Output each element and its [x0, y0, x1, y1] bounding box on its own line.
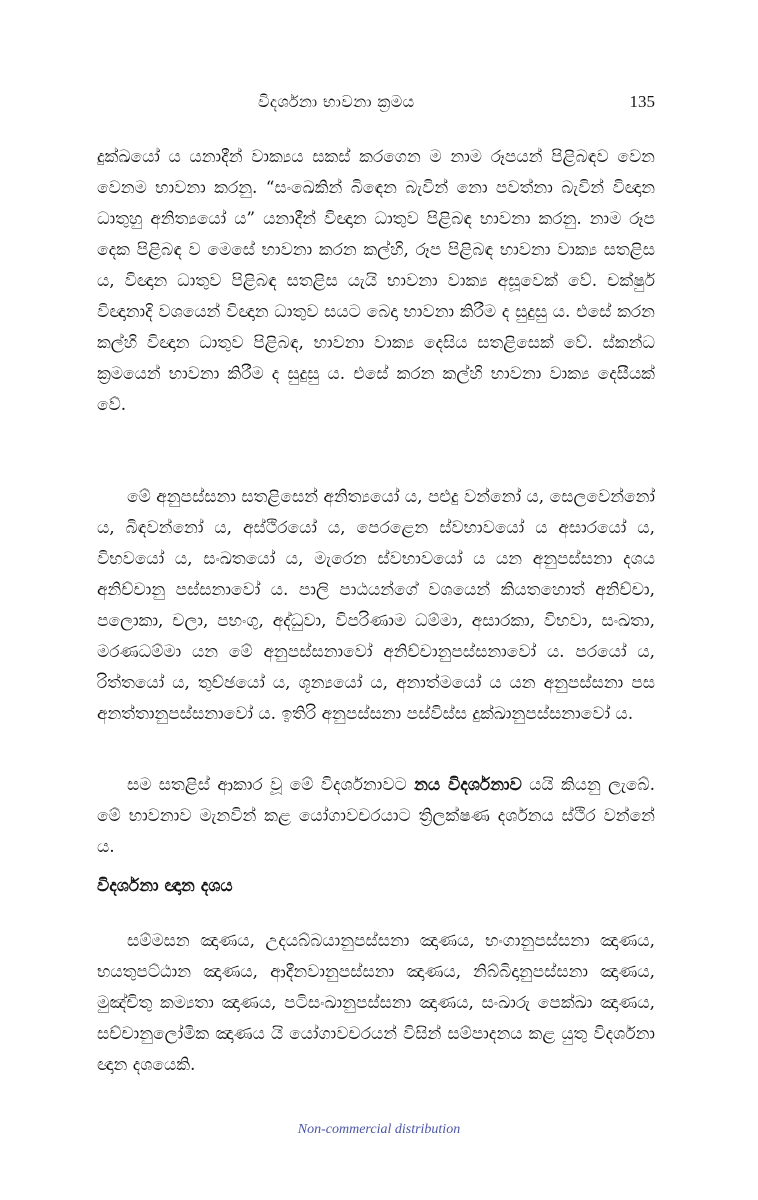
- paragraph-2: මේ අනුපස්සනා සතළිසෙන් අනිත්‍යයෝ ය, පළුදු වන්නෝ ය, සෙලවෙන්නෝ ය, බිඳවන්නෝ ය, අස්ථිරයෝ ය, පෙරළෙන ස්වභාවයෝ ය අසාරයෝ ය, විභවයෝ ය, සංඛතයෝ ය, මැරෙන ස්වභාවයෝ ය යන අනුපස්සනා දශය අනිච්චානු පස්සනාවෝ ය. පාලි පාඨයන්ගේ වශයෙන් කියතහොත් අනිච්චා, පලොකා, චලා, පභංගු, අද්ධුවා, විපරිණාම ධම්මා, අසාරකා, විභවා, සංඛතා, මරණධම්මා යන මේ අනුපස්සනාවෝ අනිච්චානුපස්සනාවෝ ය. පරයෝ ය, රිත්තයෝ ය, තුච්ඡයෝ ය, ශූන්‍යයෝ ය, අනාත්මයෝ ය යන අනුපස්සනා පස අනත්තානුපස්සනාවෝ ය. ඉතිරි අනුපස්සනා පස්විස්ස දුක්ඛානුපස්සනාවෝ ය.: [97, 487, 655, 724]
- footer-note: Non-commercial distribution: [297, 1122, 461, 1137]
- page-number: 135: [629, 92, 655, 111]
- paragraph-3: [97, 770, 655, 863]
- running-header: [110, 92, 655, 120]
- chapter-title: විදර්ශනා භාවනා ක්‍රමය: [258, 92, 415, 111]
- paragraph-3-text-end: යයි කියනු ලැබේ. මේ භාවනාව මැනවින් කළ යෝගාවචරයාට ත්‍රිලක්ෂණ දර්ශනය ස්ථිර වන්නේ ය.: [97, 775, 655, 857]
- section-heading: විදර්ශනා ඥාන දශය: [97, 876, 233, 896]
- paragraph-3-text-start: සම සතළිස් ආකාර වූ මේ විදර්ශනාවට: [127, 775, 415, 795]
- paragraph-4: සම්මසන ඤාණය, උදයබ්බයානුපස්සනා ඤාණය, භංගානුපස්සනා ඤාණය, භයතුපට්ඨාන ඤාණය, ආදීනවානුපස්සනා ඤාණය, නිබ්බිදානුපස්සනා ඤාණය, මුඤ්චිතු කම්‍යතා ඤාණය, පටිසංඛානුපස්සනා ඤාණය, සංඛාරු පෙක්ඛා ඤාණය, සච්චානුලෝමික ඤාණය යි යෝගාවචරයන් විසින් සම්පාදනය කළ යුතු විදර්ශනා ඥාන දශයෙකි.: [97, 931, 655, 1075]
- emphasized-term: නය විදර්ශනාව: [414, 775, 522, 795]
- paragraph-1: දුක්ඛයෝ ය යනාදීන් වාක්‍යය සකස් කරගෙන ම නාම රූපයන් පිළිබඳව වෙන වෙනම භාවනා කරනු. “සංඛෙකින් බිඳෙන බැවින් නො පවත්නා බැවින් විඥාන ධාතුහු අනිත්‍යයෝ ය” යනාදීන් විඥාන ධාතුව පිළිබඳ භාවනා කරනු. නාම රූප දෙක පිළිබඳ ව මෙසේ භාවනා කරන කල්හි, රූප පිළිබඳ භාවනා වාක්‍ය සතළිස ය, විඥාන ධාතුව පිළිබඳ සතළිස යැයි භාවනා වාක්‍ය අසූවෙක් වේ. චක්ෂුර් විඥානාදි වශයෙන් විඥාන ධාතුව සයට බෙදා භාවනා කිරීම ද සුදුසු ය. එසේ කරන කල්හි විඥාන ධාතුව පිළිබඳ, භාවනා වාක්‍ය දෙසිය සතළිසෙක් වේ. ස්කන්ධ ක්‍රමයෙන් භාවනා කිරීම ද සුදුසු ය. එසේ කරන කල්හි භාවනා වාක්‍ය දෙසීයක් වේ.: [97, 147, 655, 415]
